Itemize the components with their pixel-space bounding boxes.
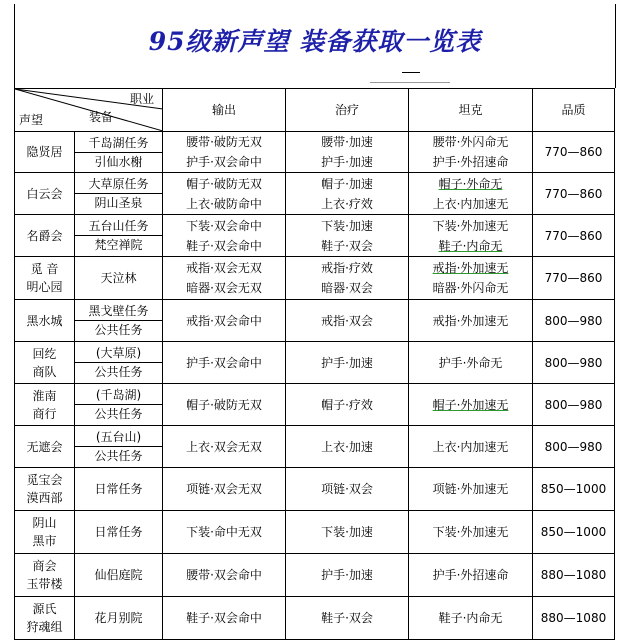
quest-source: (千岛湖)	[95, 388, 142, 402]
quest-source: 公共任务	[75, 446, 162, 465]
tank-equipment-item: 腰带·外闪命无	[432, 135, 509, 149]
reputation-cell	[15, 132, 75, 173]
quest-cell	[75, 384, 163, 426]
column-header-quality: 品质	[533, 89, 615, 132]
tank-equipment-item: 上衣·内加速无	[432, 196, 509, 211]
healer-equipment-cell	[286, 257, 409, 300]
dps-equipment-item: 鞋子·双会命中	[186, 611, 262, 625]
quest-cell	[75, 426, 163, 468]
tank-equipment-item: 戒指·外加速无	[432, 261, 509, 275]
quality-range-cell	[533, 257, 615, 300]
dps-equipment-item: 暗器·双会无双	[186, 281, 262, 295]
reputation-cell	[15, 300, 75, 342]
quest-source: 日常任务	[94, 525, 143, 539]
dps-equipment-item: 下装·命中无双	[186, 525, 262, 539]
tank-equipment-cell	[409, 511, 533, 554]
tank-equipment-cell	[409, 384, 533, 426]
healer-equipment-item: 护手·加速	[321, 155, 373, 169]
quality-range-cell	[533, 511, 615, 554]
reputation-cell	[15, 426, 75, 468]
equip-header-label: 装备	[89, 110, 114, 124]
healer-equipment-cell	[286, 597, 409, 640]
quality-range-cell	[533, 132, 615, 173]
healer-equipment-item: 下装·加速	[321, 525, 373, 539]
dps-equipment-item: 帽子·破防无双	[186, 397, 262, 412]
quest-source: (大草原)	[95, 346, 142, 360]
quality-range-cell	[533, 597, 615, 640]
quality-range-cell	[533, 300, 615, 342]
quest-cell	[75, 132, 163, 173]
healer-equipment-cell	[286, 511, 409, 554]
healer-equipment-cell	[286, 554, 409, 597]
reputation-name: 回纥 商队	[32, 346, 57, 379]
tank-equipment-item: 护手·外命无	[438, 355, 503, 370]
quality-range-cell	[533, 468, 615, 511]
dps-equipment-item: 腰带·破防无双	[186, 135, 262, 149]
quality-range: 770—860	[544, 186, 603, 201]
tank-equipment-item: 护手·外招速命	[432, 155, 509, 169]
reputation-name: 觅宝会 漠西部	[26, 473, 63, 505]
healer-equipment-item: 戒指·双会	[321, 313, 373, 328]
tank-equipment-item: 上衣·内加速无	[432, 439, 509, 454]
table-row	[15, 173, 615, 215]
tank-equipment-cell	[409, 554, 533, 597]
reputation-cell	[15, 468, 75, 511]
quality-range: 850—1000	[540, 482, 607, 496]
dps-equipment-item: 上衣·双会无双	[186, 439, 262, 454]
dps-equipment-item: 帽子·破防无双	[186, 176, 262, 191]
quest-source: 天泣林	[100, 271, 137, 285]
quest-source: 五台山任务	[88, 219, 149, 233]
quality-range-cell	[533, 384, 615, 426]
quest-source: 公共任务	[75, 362, 162, 381]
quality-range: 770—860	[544, 228, 603, 243]
quest-cell	[75, 342, 163, 384]
healer-equipment-item: 暗器·双会	[321, 281, 373, 295]
tank-equipment-cell	[409, 300, 533, 342]
reputation-name: 无遮会	[26, 439, 63, 454]
column-header-dps: 输出	[163, 89, 286, 132]
tank-equipment-item: 帽子·外加速无	[432, 397, 509, 412]
reputation-name: 白云会	[26, 186, 63, 201]
column-header-tank: 坦克	[409, 89, 533, 132]
quest-cell	[75, 215, 163, 257]
dps-equipment-cell	[163, 173, 286, 215]
tank-equipment-item: 下装·外加速无	[432, 218, 509, 233]
dps-equipment-cell	[163, 468, 286, 511]
quest-source: 公共任务	[75, 320, 162, 339]
dps-equipment-cell	[163, 342, 286, 384]
reputation-name: 源氏 狩魂组	[26, 602, 63, 634]
healer-equipment-cell	[286, 468, 409, 511]
healer-equipment-item: 上衣·加速	[321, 439, 373, 454]
table-row	[15, 132, 615, 173]
quality-range-cell	[533, 215, 615, 257]
dps-equipment-item: 护手·双会命中	[186, 355, 262, 370]
table-row	[15, 426, 615, 468]
quality-range: 770—860	[544, 145, 603, 159]
healer-equipment-cell	[286, 215, 409, 257]
dps-equipment-item: 戒指·双会无双	[186, 261, 262, 275]
job-header-label: 职业	[129, 92, 154, 106]
healer-equipment-cell	[286, 426, 409, 468]
table-row	[15, 468, 615, 511]
reputation-cell	[15, 215, 75, 257]
healer-equipment-item: 鞋子·双会	[321, 611, 373, 625]
reputation-cell	[15, 511, 75, 554]
quality-range-cell	[533, 173, 615, 215]
reputation-name: 黑水城	[26, 313, 63, 328]
healer-equipment-cell	[286, 384, 409, 426]
dps-equipment-cell	[163, 132, 286, 173]
quality-range-cell	[533, 426, 615, 468]
quest-cell	[75, 597, 163, 640]
quest-source: 公共任务	[75, 404, 162, 423]
equipment-table	[14, 88, 615, 640]
table-body	[15, 132, 615, 640]
table-row	[15, 215, 615, 257]
dps-equipment-item: 戒指·双会命中	[186, 313, 262, 328]
reputation-name: 觅 音 明心园	[26, 262, 63, 294]
quality-range: 880—1080	[540, 611, 607, 625]
dps-equipment-cell	[163, 554, 286, 597]
quest-cell	[75, 300, 163, 342]
quest-source: 千岛湖任务	[88, 135, 149, 150]
quest-source: 引仙水榭	[75, 152, 162, 171]
quest-source: (五台山)	[95, 430, 142, 444]
quest-cell	[75, 554, 163, 597]
quality-range: 880—1080	[540, 568, 607, 582]
reputation-cell	[15, 257, 75, 300]
quest-source: 日常任务	[94, 482, 143, 496]
dps-equipment-cell	[163, 300, 286, 342]
dps-equipment-item: 鞋子·双会命中	[186, 238, 262, 253]
header-row	[15, 89, 615, 132]
healer-equipment-cell	[286, 132, 409, 173]
quality-range: 800—980	[544, 313, 603, 328]
column-header-healer: 治疗	[286, 89, 409, 132]
quest-source: 大草原任务	[88, 177, 149, 191]
page-title: 95级新声望 装备获取一览表	[148, 27, 482, 56]
title-underline-mark	[370, 64, 450, 83]
table-row	[15, 511, 615, 554]
healer-equipment-item: 帽子·加速	[321, 176, 373, 191]
dps-equipment-item: 护手·双会命中	[186, 155, 262, 169]
quality-range-cell	[533, 554, 615, 597]
dps-equipment-cell	[163, 426, 286, 468]
reputation-name: 商会 玉带楼	[26, 559, 63, 591]
tank-equipment-cell	[409, 342, 533, 384]
reputation-name: 阴山 黑市	[32, 516, 57, 548]
table-row	[15, 342, 615, 384]
reputation-name: 淮南 商行	[32, 388, 57, 421]
tank-equipment-cell	[409, 215, 533, 257]
dps-equipment-cell	[163, 384, 286, 426]
healer-equipment-item: 帽子·疗效	[321, 397, 373, 412]
title-dash	[402, 72, 420, 73]
table-row	[15, 597, 615, 640]
reputation-name: 名爵会	[26, 228, 63, 243]
healer-equipment-item: 项链·双会	[321, 482, 373, 496]
quest-source: 阴山圣泉	[75, 193, 162, 212]
tank-equipment-cell	[409, 468, 533, 511]
quest-cell	[75, 511, 163, 554]
quest-source: 梵空禅院	[75, 235, 162, 254]
tank-equipment-item: 下装·外加速无	[432, 525, 509, 539]
tank-equipment-item: 鞋子·内命无	[438, 611, 503, 625]
table-row	[15, 300, 615, 342]
healer-equipment-item: 护手·加速	[321, 355, 373, 370]
healer-equipment-item: 上衣·疗效	[321, 196, 373, 211]
healer-equipment-item: 戒指·疗效	[321, 261, 373, 275]
tank-equipment-item: 项链·外加速无	[432, 482, 509, 496]
healer-equipment-cell	[286, 342, 409, 384]
dps-equipment-cell	[163, 257, 286, 300]
quality-range: 850—1000	[540, 525, 607, 539]
healer-equipment-item: 下装·加速	[321, 218, 373, 233]
quest-source: 仙侣庭院	[94, 568, 143, 582]
dps-equipment-item: 腰带·双会命中	[186, 568, 262, 582]
tank-equipment-item: 帽子·外命无	[438, 176, 503, 191]
reputation-cell	[15, 173, 75, 215]
reputation-cell	[15, 384, 75, 426]
quality-range: 770—860	[544, 271, 603, 285]
dps-equipment-item: 下装·双会命中	[186, 218, 262, 233]
quest-cell	[75, 173, 163, 215]
tank-equipment-item: 护手·外招速命	[432, 568, 509, 582]
diagonal-header-cell	[15, 89, 163, 132]
tank-equipment-cell	[409, 597, 533, 640]
reputation-name: 隐贤居	[26, 145, 63, 159]
tank-equipment-cell	[409, 132, 533, 173]
table-row	[15, 384, 615, 426]
reputation-cell	[15, 597, 75, 640]
quest-source: 黑戈壁任务	[88, 304, 149, 318]
title-area	[14, 4, 616, 88]
quest-source: 花月别院	[94, 611, 143, 625]
tank-equipment-cell	[409, 173, 533, 215]
tank-equipment-item: 鞋子·内命无	[438, 238, 503, 253]
dps-equipment-cell	[163, 597, 286, 640]
rep-header-label: 声望	[19, 113, 44, 127]
tank-equipment-cell	[409, 257, 533, 300]
dps-equipment-cell	[163, 215, 286, 257]
tank-equipment-item: 暗器·外闪命无	[432, 281, 509, 295]
healer-equipment-item: 护手·加速	[321, 568, 373, 582]
reputation-cell	[15, 342, 75, 384]
quest-cell	[75, 468, 163, 511]
table-row	[15, 554, 615, 597]
healer-equipment-item: 腰带·加速	[321, 135, 373, 149]
tank-equipment-cell	[409, 426, 533, 468]
tank-equipment-item: 戒指·外加速无	[432, 313, 509, 328]
quality-range: 800—980	[544, 439, 603, 454]
dps-equipment-cell	[163, 511, 286, 554]
quest-cell	[75, 257, 163, 300]
quality-range: 800—980	[544, 397, 603, 412]
healer-equipment-cell	[286, 300, 409, 342]
reputation-cell	[15, 554, 75, 597]
dps-equipment-item: 上衣·破防命中	[186, 196, 262, 211]
healer-equipment-item: 鞋子·双会	[321, 238, 373, 253]
table-row	[15, 257, 615, 300]
quality-range: 800—980	[544, 355, 603, 370]
dps-equipment-item: 项链·双会无双	[186, 482, 262, 496]
quality-range-cell	[533, 342, 615, 384]
healer-equipment-cell	[286, 173, 409, 215]
